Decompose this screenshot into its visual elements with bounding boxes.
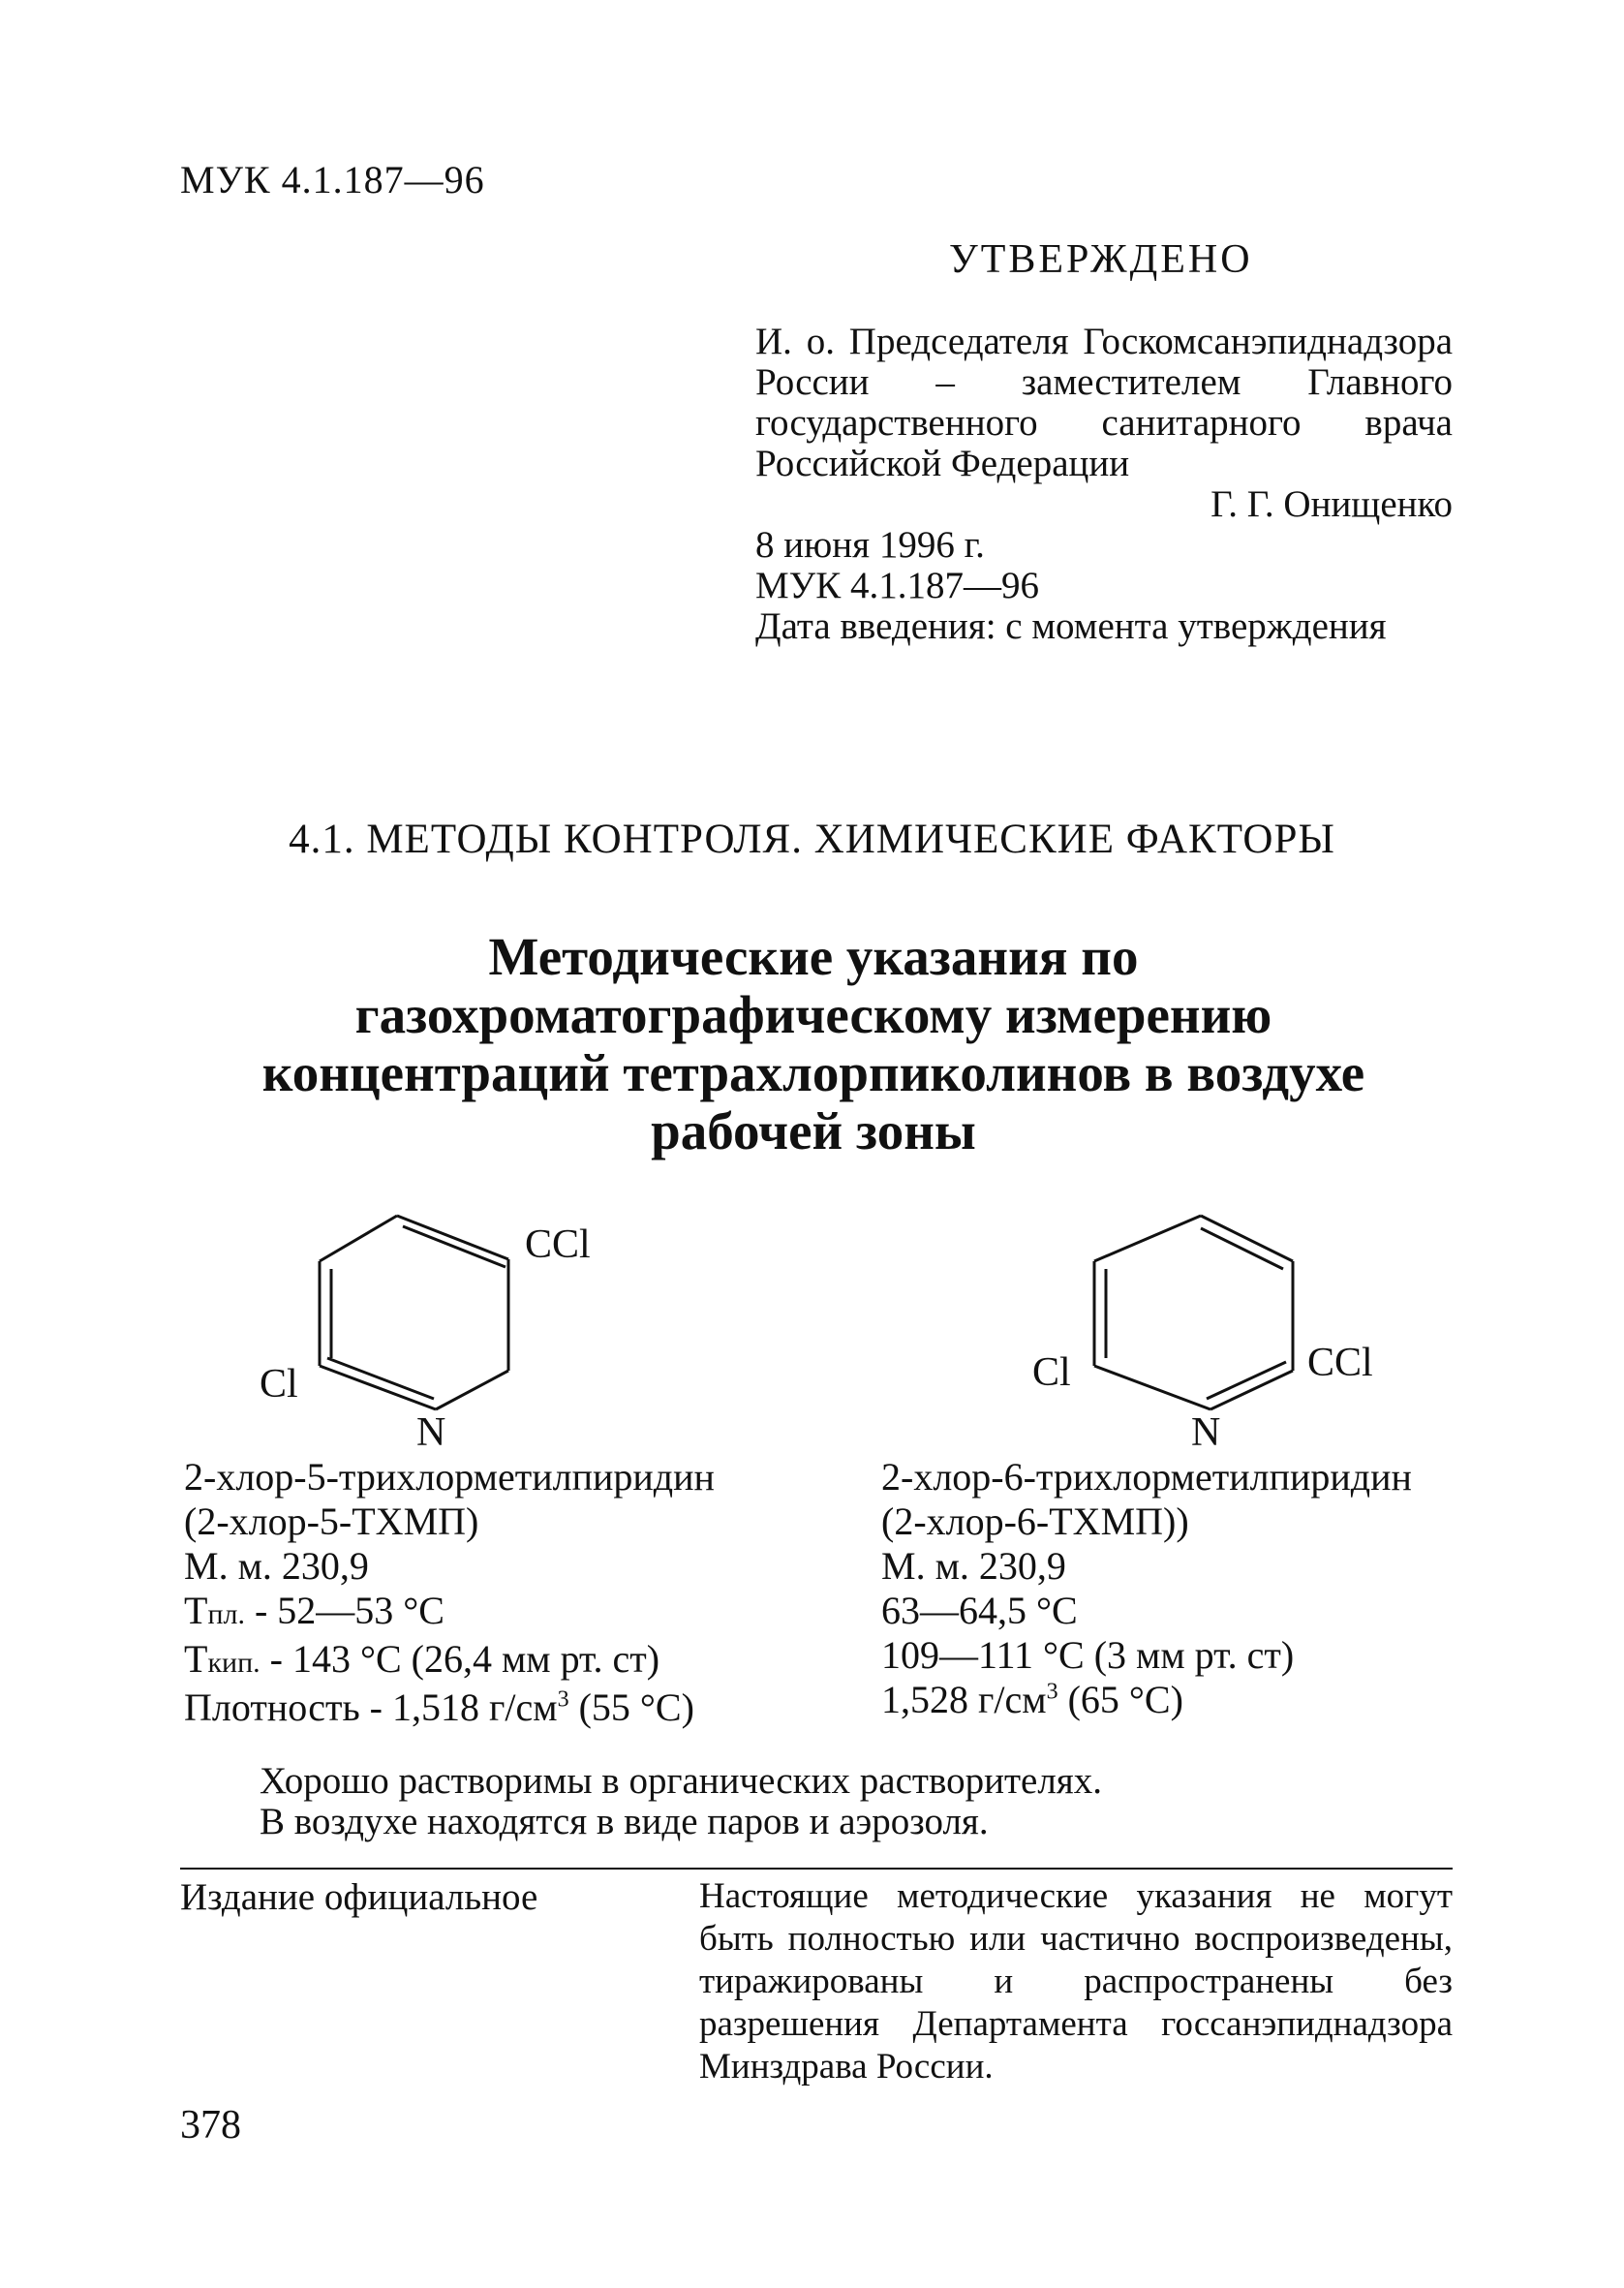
structure-formula-2	[1026, 1191, 1433, 1453]
page-number: 378	[180, 2103, 241, 2148]
section-title: 4.1. МЕТОДЫ КОНТРОЛЯ. ХИМИЧЕСКИЕ ФАКТОРЫ	[289, 817, 1335, 862]
main-title	[136, 928, 1491, 1160]
n-label-1: N	[416, 1410, 446, 1453]
compound-2-mol-mass: М. м. 230,9	[881, 1544, 1066, 1588]
approval-date: 8 июня 1996 г.	[755, 524, 985, 566]
n-label-2: N	[1191, 1410, 1221, 1453]
compound-2-name: 2-хлор-6-трихлорметилпиридин	[881, 1455, 1412, 1499]
solubility-note	[260, 1761, 1102, 1842]
solubility-line-1: Хорошо растворимы в органических растворителях.	[260, 1760, 1102, 1802]
approver-name: Г. Г. Онищенко	[1210, 483, 1453, 525]
compound-1-abbrev: (2-хлор-5-ТХМП)	[184, 1500, 479, 1543]
compound-2-melting: 63—64,5 °C	[881, 1589, 1078, 1632]
main-title-line-1: Методические указания по	[488, 927, 1139, 986]
doc-code-repeat: МУК 4.1.187—96	[755, 565, 1040, 606]
compound-1-mol-mass: М. м. 230,9	[184, 1544, 369, 1588]
cl-label-2: Cl	[1032, 1350, 1071, 1395]
edition-label: Издание официальное	[180, 1876, 538, 1918]
approval-heading: УТВЕРЖДЕНО	[949, 237, 1253, 282]
ccl-label-2: CCl	[1307, 1341, 1373, 1385]
approver-position: И. о. Председателя Госкомсанэпиднадзора России – заместителем Главного государственного санитарного врача Российской Федерации	[755, 321, 1453, 484]
compound-1-melting: Тпл. - 52—53 °C	[184, 1589, 444, 1632]
cl-label-1: Cl	[260, 1362, 298, 1407]
copyright-notice: Настоящие методические указания не могут быть полностью или частично воспроизведены, тиражированы и распространены без разрешения Департамента госсанэпиднадзора Минздрава России.	[699, 1876, 1453, 2087]
compound-1-name: 2-хлор-5-трихлорметилпиридин	[184, 1455, 715, 1499]
compound-2-density: 1,528 $г/см^3$ (65 °C)	[881, 1678, 1183, 1721]
approval-block	[755, 322, 1453, 647]
ccl-label-1: CCl	[525, 1222, 591, 1267]
main-title-line-4: рабочей зоны	[651, 1101, 976, 1160]
compound-1-density: Плотность - 1,518 $г/см^3$ (55 °C)	[184, 1685, 694, 1729]
main-title-line-3: концентраций тетрахлорпиколинов в воздухе	[261, 1043, 1365, 1102]
doc-code: МУК 4.1.187—96	[180, 158, 485, 201]
solubility-line-2: В воздухе находятся в виде паров и аэрозоля.	[260, 1801, 989, 1842]
footer-divider	[180, 1868, 1453, 1870]
compound-2-abbrev: (2-хлор-6-ТХМП))	[881, 1500, 1189, 1543]
structure-formula-1	[252, 1191, 659, 1453]
main-title-line-2: газохроматографическому измерению	[354, 985, 1272, 1044]
effective-date: Дата введения: с момента утверждения	[755, 605, 1387, 647]
compound-1-boiling: Ткип. - 143 °C (26,4 мм рт. ст)	[184, 1637, 660, 1681]
compound-2-properties	[881, 1455, 1412, 1722]
compound-1-properties	[184, 1455, 715, 1730]
compound-2-boiling: 109—111 °C (3 мм рт. ст)	[881, 1633, 1295, 1677]
